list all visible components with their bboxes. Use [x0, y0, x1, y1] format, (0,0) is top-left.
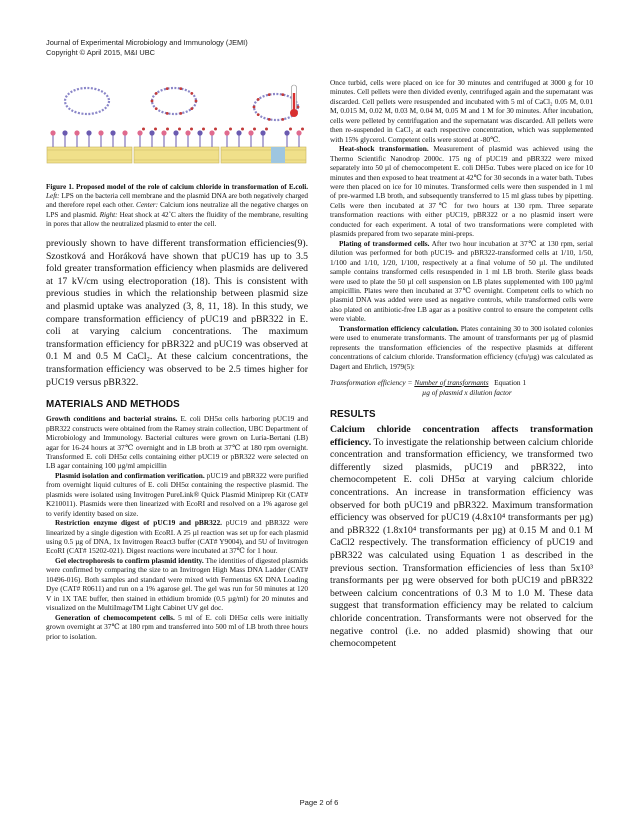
- methods-continuation: Once turbid, cells were placed on ice for 30 minutes and centrifuged at 3000 g for 10 minutes. Cell pellets were then divided evenly, centrifuged again and the supernatant was discarded. Cell pellets were resuspended and incubated with 5 ml of CaCl₂ 0.05 M, 0.01 M, 0.015 M, 0.02 M, 0.03 M, 0.04 M, 0.05 M and 1 M for 30 minutes. After incubation, cells were pelleted by centrifugation and the supernatant was discarded. All pellets were then re-suspended in CaCl₂ at each respective concentration, which was supplemented with 15% glycerol. Competent cells were stored at -80℃.: [330, 78, 593, 144]
- methods-text: E. coli DH5α cells harboring pUC19 and pBR322 constructs were obtained from the Ramey strain collection, UBC Department of Microbiology and Immunology. Bacterial cultures were grown on Luria-Bertani (LB) agar for 16-24 hours at 37℃ overnight and in LB broth at 37℃ at 180 rpm overnight. Transformed E. coli DH5α cells containing either pUC19 or pBR322 were selected on LB agar containing 100 µg/ml ampicillin: [46, 414, 308, 471]
- calcium-ion: [155, 92, 158, 95]
- copyright-line: Copyright © April 2015, M&I UBC: [46, 48, 155, 57]
- calcium-ion: [190, 92, 193, 95]
- methods-text: After two hour incubation at 37℃ at 130 rpm, serial dilution was performed for both pUC19- and pBR322-transformed cells at 1/10, 1/50, 1/100 and 1/10, 1/20, 1/100, respectively at a final volume of 50 µl. The undiluted sample contains transformed cells resuspended in 1 ml LB broth. Sterile glass beads were used to plate the 50 µl cell suspension on LB plates supplemented with 100 µg/ml ampicillin. Plates were then incubated at 37℃ overnight. Competent cells to which no plasmid DNA was added were used as negative controls, while transformed cells were also plated on antibiotic-free LB agar as a positive control to ensure the competent cells were viable.: [330, 238, 593, 324]
- calcium-ion: [179, 112, 182, 115]
- calcium-ion: [257, 113, 260, 116]
- calcium-ion: [257, 98, 260, 101]
- methods-text: pUC19 and pBR322 were purified from overnight liquid cultures of E. coli DH5α containing the respective plasmid. The plasmids were isolated using Invitrogen PureLink® Quick Plasmid Miniprep Kit (CAT# K210011). Plasmids were then linearized with EcoRI and resolved on a 1% agarose gel to verify identity based on size.: [46, 470, 308, 518]
- left-column: [46, 77, 308, 641]
- results-body: [330, 424, 593, 651]
- membrane-band: [221, 147, 306, 163]
- methods-text: The identities of digested plasmids were confirmed by comparing the size to an Invitrogen High Mass DNA Ladder (CAT# 10496-016). Both samples and standard were mixed with Fermentas 6X DNA Loading Dye (CAT# R0611) and run on a 1% agarose gel. The gel was run for 50 minutes at 120 V in 1X TAE buffer, then stained in ethidium bromide (0.5 µg/ml) for 20 minutes and visualized on the MultiImageTM Light Cabinet UV gel doc.: [46, 555, 308, 613]
- lps-head: [137, 130, 142, 135]
- methods-text: 5 ml of E. coli DH5α cells were initially grown overnight at 37℃ at 180 rpm and transferred into 500 ml of LB broth three hours prior to isolation.: [46, 612, 308, 641]
- methods-paragraph: [46, 471, 308, 518]
- calcium-ion: [229, 128, 232, 131]
- lps-head: [296, 130, 301, 135]
- equation-lhs: Transformation efficiency =: [330, 378, 415, 388]
- lps-head: [224, 130, 229, 135]
- lps-head: [50, 130, 55, 135]
- lps-head: [248, 130, 253, 135]
- calcium-ion: [281, 118, 284, 121]
- calcium-ion: [166, 112, 169, 115]
- calcium-ion: [301, 128, 304, 131]
- calcium-ion: [281, 93, 284, 96]
- caption-right-text: Heat shock at 42˚C alters the fluidity of the membrane, resulting in pores that allow the neutralized plasmid to enter the cell.: [46, 210, 308, 228]
- figure-1-illustration: [46, 77, 308, 175]
- calcium-ion: [178, 128, 181, 131]
- plasmid-dna: [152, 88, 196, 114]
- journal-title: Journal of Experimental Microbiology and Immunology (JEMI): [46, 38, 248, 47]
- calcium-ion: [151, 100, 154, 103]
- lps-head: [98, 130, 103, 135]
- lps-head: [122, 130, 127, 135]
- methods-subheading: Plating of transformed cells.: [339, 238, 430, 248]
- lps-head: [161, 130, 166, 135]
- page-number: Page 2 of 6: [299, 798, 339, 807]
- results-text: To investigate the relationship between calcium chloride concentration and transformation efficiency, we transformed two differently sized plasmids, pUC19 and pBR322, into chemocompetent E. coli DH5α at varying calcium chloride concentrations. An increase in transformation efficiency was observed for both pUC19 and pBR322. Maximum transformation efficiency was observed for pUC19 (4.8x10⁴ transformants per µg) and pBR322 (1.8x10⁴ transformants per µg) at 0.15 M and 0.1 M CaCl2 respectively. The transformation efficiency of pUC19 and pBR322 was calculated using Equation 1 as described in the previous section. Transformation efficiencies of less than 5x10³ transformants per µg were observed for both pUC19 and pBR322 between calcium concentrations of 0.3 M to 1.0 M. These data suggest that transformation efficiency may be related to calcium chloride concentration. Transformants were not observed for the negative control (i.e. no added plasmid) showing that our chemocompetent: [330, 436, 593, 650]
- calcium-ion: [214, 128, 217, 131]
- lps-head: [62, 130, 67, 135]
- methods-paragraph: [46, 414, 308, 471]
- lps-head: [197, 130, 202, 135]
- methods-body-continued: [330, 78, 593, 371]
- methods-subheading: Generation of chemocompetent cells.: [55, 612, 175, 622]
- membrane-band: [47, 147, 132, 163]
- methods-subheading: Plasmid isolation and confirmation verification.: [55, 470, 205, 480]
- methods-subheading: Gel electrophoresis to confirm plasmid identity.: [55, 555, 204, 565]
- calcium-ion: [166, 128, 169, 131]
- methods-paragraph: [46, 518, 308, 556]
- methods-text: pUC19 and pBR322 were linearized by a single digestion with EcoRI. A 25 µl reaction was set up for each plasmid using 0.5 µg of DNA, 1x Invitrogen React3 buffer (CAT# Y9004), and 5U of Invitrogen EcoRI (CAT# 15202-021). Digest reactions were incubated at 37℃ for 1 hour.: [46, 518, 308, 556]
- lps-head: [74, 130, 79, 135]
- lps-head: [284, 130, 289, 135]
- results-heading: RESULTS: [330, 409, 376, 421]
- equation-1: [330, 378, 593, 397]
- figure-1: [46, 77, 308, 175]
- methods-text: Measurement of plasmid was achieved using the Thermo Scientific Nanodrop 2000c. 175 ng of pUC19 and pBR322 were mixed separately into 50 µl of chemocompetent E. coli DH5α. Tubes were placed on ice for 10 minutes and then exposed to heat treatment at 42℃ for 30 seconds in a water bath. Tubes were then placed on ice for 10 minutes. Transformed cells were then suspended in 1 ml of pre-warmed LB broth, and subsequently transferred to 15 ml glass tubes by pipetting. Cells were then incubated at 37℃ for two hours at 130 rpm. Three separate transformation reactions with either pUC19, pBR322 or a no plasmid insert were conducted for each experiment. A total of two transformations were completed with plasmids prepared from two separate mini-preps.: [330, 144, 593, 239]
- calcium-ion: [166, 87, 169, 90]
- methods-heading: MATERIALS AND METHODS: [46, 399, 180, 411]
- caption-left-text: LPS on the bacteria cell membrane and the plasmid DNA are both negatively charged and therefore repel each other.: [46, 192, 309, 210]
- lps-head: [185, 130, 190, 135]
- membrane-band: [134, 147, 219, 163]
- lps-head: [260, 130, 265, 135]
- lps-head: [236, 130, 241, 135]
- calcium-ion: [195, 100, 198, 103]
- calcium-ion: [142, 128, 145, 131]
- equation-denominator: µg of plasmid x dilution factor: [422, 387, 512, 397]
- calcium-ion: [190, 128, 193, 131]
- equation-numerator: Number of transformants: [414, 378, 489, 388]
- thermometer-bulb: [290, 109, 298, 117]
- calcium-ion: [297, 106, 300, 109]
- methods-subheading: Transformation efficiency calculation.: [339, 323, 459, 333]
- running-header: [46, 38, 248, 58]
- calcium-ion: [265, 128, 268, 131]
- methods-subheading: Restriction enzyme digest of pUC19 and pBR322.: [55, 518, 222, 528]
- intro-paragraph: [46, 238, 308, 389]
- lps-head: [173, 130, 178, 135]
- lps-head: [86, 130, 91, 135]
- equation-label: Equation 1: [494, 378, 527, 388]
- figure-1-caption: [46, 183, 308, 229]
- caption-center-text: Calcium ions neutralize all the negative charges on LPS and plasmid.: [46, 201, 309, 219]
- methods-paragraph: [46, 556, 308, 613]
- plasmid-dna: [65, 88, 109, 114]
- caption-center-label: Center:: [136, 201, 159, 210]
- calcium-ion: [289, 128, 292, 131]
- methods-paragraph: [330, 324, 593, 371]
- calcium-ion: [202, 128, 205, 131]
- methods-paragraph: [330, 144, 593, 239]
- calcium-ion: [154, 128, 157, 131]
- results-paragraph: [330, 424, 593, 651]
- caption-right-label: Right:: [99, 210, 118, 219]
- methods-subheading: Heat-shock transformation.: [339, 144, 429, 154]
- results-subheading: Calcium chloride concentration affects transformation efficiency.: [330, 424, 593, 448]
- membrane-pore: [271, 147, 285, 163]
- calcium-ion: [253, 106, 256, 109]
- methods-paragraph: [46, 613, 308, 641]
- calcium-ion: [179, 87, 182, 90]
- lps-head: [110, 130, 115, 135]
- thermometer-fill: [293, 93, 295, 111]
- methods-subheading: Growth conditions and bacterial strains.: [46, 414, 178, 424]
- methods-text: Plates containing 30 to 300 isolated colonies were used to enumerate transformants. The amount of transformants per µg of plasmid represents the transformation efficiencies of the respective plasmids at different concentrations of calcium chloride. Transformation efficiency (cfu/µg) was calculated as Dagert and Ehrlich, 1979(5):: [330, 323, 593, 371]
- calcium-ion: [190, 107, 193, 110]
- methods-body: [46, 414, 308, 641]
- lps-head: [209, 130, 214, 135]
- calcium-ion: [241, 128, 244, 131]
- lps-head: [149, 130, 154, 135]
- intro-text: previously shown to have different transformation efficiencies(9). Szostková and Horáková have shown that pUC19 has up to 3.5 fold greater transformation efficiency when plasmids are delivered at 17 kV/cm using electroporation (18). This is consistent with previous studies in which the relationship between plasmid size and plasmid uptake was analyzed (3, 8, 11, 18). In this study, we compare transformation efficiency of pUC19 and pBR322 in E. coli at varying calcium concentrations. The maximum transformation efficiency for pBR322 and pUC19 was observed at 0.1 M and 0.5 M CaCl₂. At these calcium concentrations, the transformation efficiency was observed to be 2.5 times higher for pUC19 versus pBR322.: [46, 238, 308, 388]
- calcium-ion: [253, 128, 256, 131]
- right-column: [330, 78, 593, 651]
- methods-paragraph: [330, 239, 593, 324]
- caption-title: Figure 1. Proposed model of the role of calcium chloride in transformation of E.coli.: [46, 183, 308, 191]
- caption-left-label: Left:: [46, 192, 60, 201]
- calcium-ion: [155, 107, 158, 110]
- calcium-ion: [268, 118, 271, 121]
- calcium-ion: [268, 93, 271, 96]
